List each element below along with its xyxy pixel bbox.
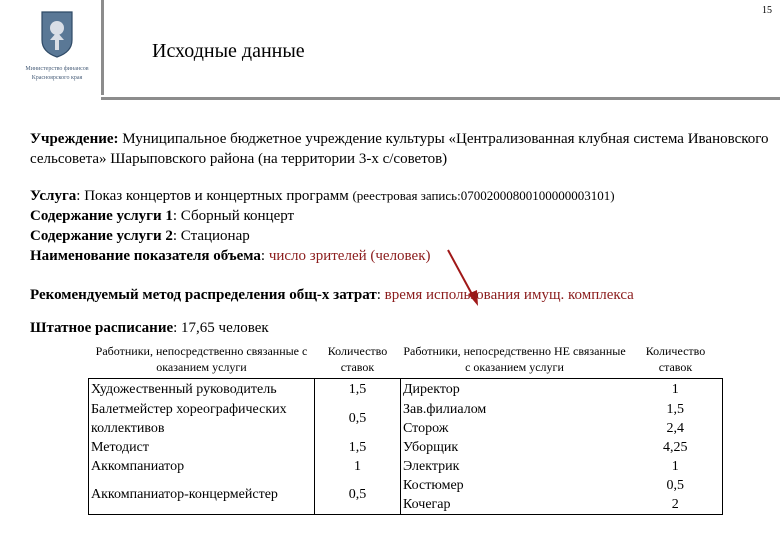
indirect-qty-1: 1 [629,379,723,400]
content2-label: Содержание услуги 2 [30,228,173,244]
indirect-qty-7: 2 [629,495,723,515]
logo-text-line2: Красноярского края [31,75,83,81]
service-registry: (реестровая запись:07002000800100000003101) [352,188,615,203]
table-row [89,476,723,495]
direct-qty-4: 1 [315,457,401,476]
header-indirect-qty: Количество ставок [629,340,723,379]
table-header-row [89,340,723,379]
direct-name-5: Аккомпаниатор-концермейстер [89,476,315,515]
page-title: Исходные данные [152,40,305,62]
content1-text: Сборный концерт [180,208,295,224]
service-text: Показ концертов и концертных программ [84,188,349,204]
indirect-name-4: Уборщик [403,439,459,455]
method-label: Рекомендуемый метод распределения общ-х затрат [30,287,377,303]
coat-of-arms-icon [40,10,74,58]
staff-line: Штатное расписание: 17,65 человек [30,320,269,336]
indirect-name-1: Директор [403,381,460,397]
header-horizontal-rule [101,97,780,100]
content2-line: Содержание услуги 2: Стационар [30,228,250,244]
page-number: 15 [762,5,772,16]
direct-name-4: Аккомпаниатор [89,457,315,476]
indirect-name-2: Зав.филиалом [403,401,487,417]
service-label: Услуга [30,188,77,204]
header-direct: Работники, непосредственно связанные с оказанием услуги [89,340,315,379]
table-row [89,400,723,419]
staff-label: Штатное расписание [30,320,174,336]
content1-line: Содержание услуги 1: Сборный концерт [30,208,295,224]
direct-name-1: Художественный руководитель [89,379,315,400]
content1-label: Содержание услуги 1 [30,208,173,224]
table-row [89,379,723,400]
indirect-name-6: Костюмер [403,477,464,493]
indirect-name-3: Сторож [403,420,449,436]
indirect-qty-2: 1,5 [629,400,723,419]
institution-label: Учреждение: [30,131,119,147]
indirect-qty-6: 0,5 [629,476,723,495]
method-text: время использования имущ. комплекса [384,287,634,303]
content2-text: Стационар [180,228,250,244]
header-direct-qty: Количество ставок [315,340,401,379]
direct-qty-2: 0,5 [315,400,401,438]
table-row [89,438,723,457]
header-vertical-rule [101,0,104,95]
indirect-qty-4: 4,25 [629,438,723,457]
indirect-qty-5: 1 [629,457,723,476]
service-info [30,186,770,266]
staff-table [88,340,723,515]
table-row [89,457,723,476]
ministry-logo [14,10,100,84]
header-indirect: Работники, непосредственно НЕ связанные с оказанием услуги [401,340,629,379]
service-line: Услуга: Показ концертов и концертных программ (реестровая запись:07002000800100000003101) [30,188,615,204]
logo-text-line1: Министерство финансов [25,66,89,72]
institution-text: Муниципальное бюджетное учреждение культуры «Централизованная клубная система Ивановского сельсовета» Шарыповского района (на территории 3-х с/советов) [30,131,769,167]
indirect-qty-3: 2,4 [629,419,723,438]
indicator-line: Наименование показателя объема: число зрителей (человек) [30,248,431,264]
direct-name-3: Методист [89,438,315,457]
indicator-label: Наименование показателя объема [30,248,261,264]
direct-name-2: Балетмейстер хореографических коллективов [89,400,315,438]
direct-qty-5: 0,5 [315,476,401,515]
indirect-name-7: Кочегар [401,495,629,515]
indicator-text: число зрителей (человек) [268,248,431,264]
indirect-name-5: Электрик [403,458,460,474]
direct-qty-3: 1,5 [315,438,401,457]
staff-text: 17,65 человек [181,320,269,336]
institution-paragraph [30,129,770,169]
method-line: Рекомендуемый метод распределения общ-х затрат: время использования имущ. комплекса [30,287,634,303]
direct-qty-1: 1,5 [315,379,401,400]
